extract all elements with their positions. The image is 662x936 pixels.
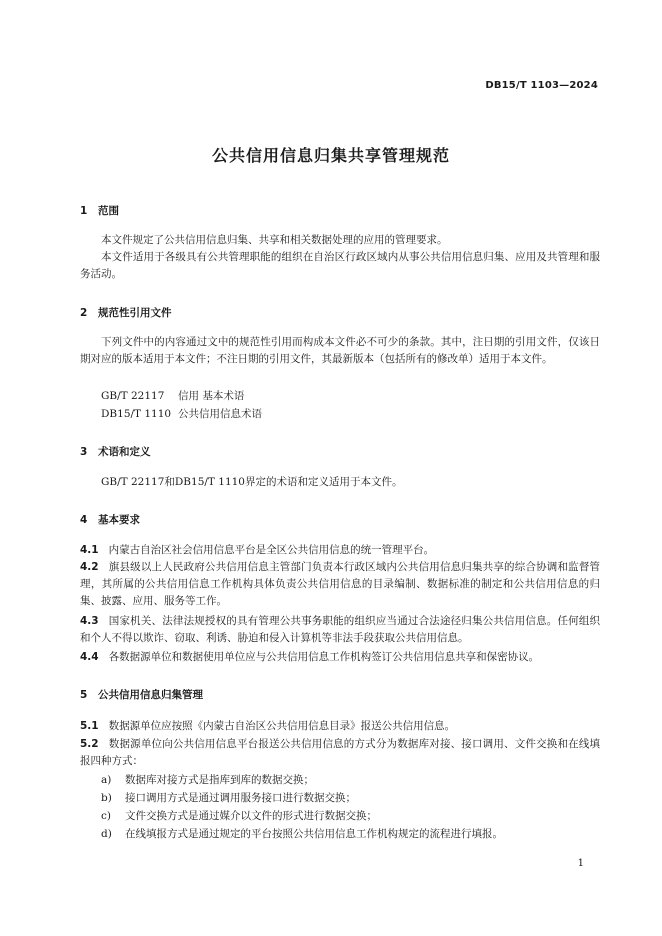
- clause-number: 4.1: [80, 544, 99, 556]
- list-marker: c): [101, 810, 111, 822]
- clause-4-4: [80, 649, 600, 666]
- clause-text: 内蒙古自治区社会信用信息平台是全区公共信用信息的统一管理平台。: [108, 544, 435, 556]
- list-text: 在线填报方式是通过规定的平台按照公共信用信息工作机构规定的流程进行填报。: [125, 828, 503, 840]
- clause-number: 4.3: [80, 615, 99, 627]
- list-item: [101, 826, 601, 841]
- page-title: 公共信用信息归集共享管理规范: [211, 146, 450, 165]
- list-marker: d): [101, 828, 112, 840]
- section-number: 2: [80, 307, 88, 319]
- section-title: 基本要求: [98, 514, 140, 526]
- clause-4-3: [80, 613, 600, 647]
- normative-reference-paragraph: 下列文件中的内容通过文中的规范性引用而构成本文件必不可少的条款。其中，注日期的引用文件，仅该日期对应的版本适用于本文件；不注日期的引用文件，其最新版本（包括所有的修改单）适用于本文件。: [80, 336, 600, 365]
- section-title: 公共信用信息归集管理: [98, 689, 203, 701]
- list-item: [101, 790, 601, 805]
- section-heading-1: [80, 203, 119, 218]
- clause-text: 数据源单位向公共信用信息平台报送公共信用信息的方式分为数据库对接、接口调用、文件交换和在线填报四种方式：: [80, 738, 600, 767]
- clause-text: 数据源单位应按照《内蒙古自治区公共信用信息目录》报送公共信用信息。: [108, 720, 456, 732]
- list-marker: b): [101, 792, 112, 804]
- scope-paragraph-1: 本文件规定了公共信用信息归集、共享和相关数据处理的应用的管理要求。: [101, 234, 448, 246]
- list-text: 文件交换方式是通过媒介以文件的形式进行数据交换；: [125, 810, 377, 822]
- terms-paragraph: GB/T 22117和DB15/T 1110界定的术语和定义适用于本文件。: [101, 476, 403, 488]
- section-number: 1: [80, 205, 88, 217]
- section-heading-3: [80, 444, 151, 459]
- clause-4-2: [80, 559, 600, 610]
- section-number: 3: [80, 446, 88, 458]
- list-item: [101, 808, 601, 823]
- clause-text: 旗县级以上人民政府公共信用信息主管部门负责本行政区域内公共信用信息归集共享的综合协调和监督管理，其所属的公共信用信息工作机构具体负责公共信用信息的目录编制、数据标准的制定和公共信用信息的归集、披露、应用、服务等工作。: [80, 561, 600, 607]
- section-title: 范围: [98, 205, 119, 217]
- reference-name: 信用 基本术语: [178, 390, 245, 402]
- list-item: [101, 772, 601, 787]
- reference-item: [101, 406, 262, 421]
- clause-5-1: [80, 718, 600, 735]
- section-heading-4: [80, 512, 140, 527]
- list-text: 接口调用方式是通过调用服务接口进行数据交换；: [125, 792, 356, 804]
- reference-item: [101, 388, 244, 403]
- clause-number: 4.2: [80, 561, 99, 573]
- reference-code: DB15/T 1110: [101, 408, 172, 420]
- clause-number: 5.1: [80, 720, 99, 732]
- list-marker: a): [101, 774, 112, 786]
- clause-5-2: [80, 736, 600, 770]
- list-text: 数据库对接方式是指库到库的数据交换；: [125, 774, 314, 786]
- clause-number: 4.4: [80, 651, 99, 663]
- section-heading-5: [80, 687, 203, 702]
- document-id: DB15/T 1103—2024: [485, 80, 598, 91]
- clause-4-1: [80, 542, 600, 559]
- section-title: 术语和定义: [98, 446, 151, 458]
- page-number: 1: [577, 858, 584, 869]
- reference-code: GB/T 22117: [101, 390, 165, 402]
- section-title: 规范性引用文件: [98, 307, 172, 319]
- section-number: 4: [80, 514, 88, 526]
- clause-text: 国家机关、法律法规授权的具有管理公共事务职能的组织应当通过合法途径归集公共信用信息。任何组织和个人不得以欺诈、窃取、利诱、胁迫和侵入计算机等非法手段获取公共信用信息。: [80, 615, 600, 644]
- section-heading-2: [80, 305, 172, 320]
- section-number: 5: [80, 689, 88, 701]
- reference-name: 公共信用信息术语: [178, 408, 262, 420]
- clause-number: 5.2: [80, 738, 99, 750]
- scope-paragraph-2: 本文件适用于各级具有公共管理职能的组织在自治区行政区域内从事公共信用信息归集、应用及共管理和服务活动。: [80, 251, 600, 280]
- clause-text: 各数据源单位和数据使用单位应与公共信用信息工作机构签订公共信用信息共享和保密协议。: [108, 651, 540, 663]
